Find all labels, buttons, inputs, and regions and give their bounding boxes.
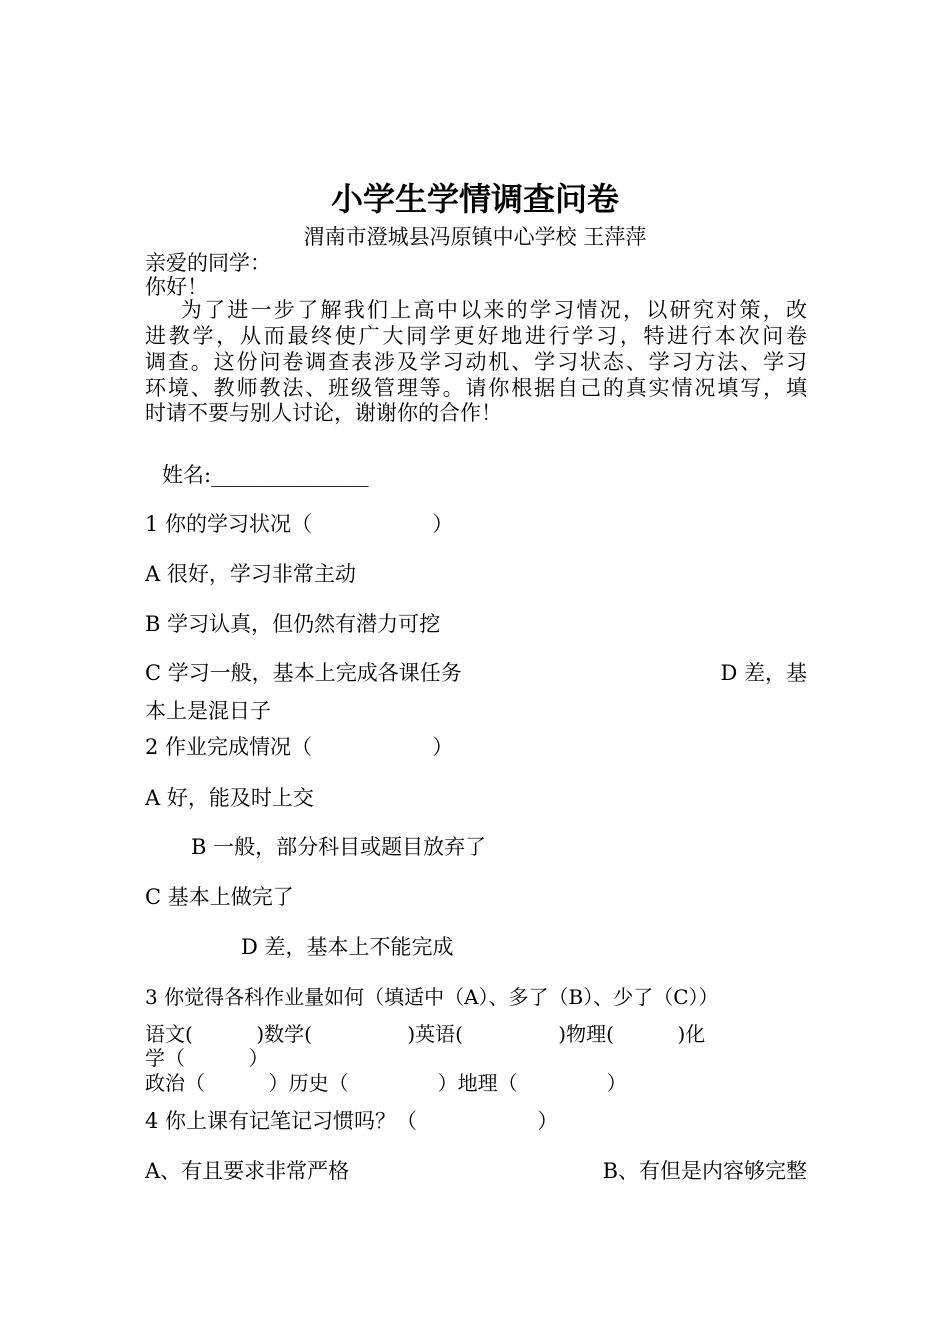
q3-subjects-line-3: 政治（ ）历史（ ）地理（ ） <box>145 1071 627 1095</box>
q1-option-a: A 很好，学习非常主动 <box>145 562 356 586</box>
q4-option-b: B、有但是内容够完整 <box>602 1159 807 1183</box>
name-label: 姓名: <box>162 463 212 487</box>
intro-line-3: 调查。这份问卷调查表涉及学习动机、学习状态、学习方法、学习 <box>145 350 807 374</box>
q1-question: 1 你的学习状况（ ） <box>145 512 454 536</box>
q1-option-row <box>145 660 807 686</box>
name-blank[interactable]: _______________ <box>211 463 369 487</box>
q4-option-a: A、有且要求非常严格 <box>145 1159 350 1183</box>
q4-question: 4 你上课有记笔记习惯吗？（ ） <box>145 1109 559 1133</box>
q2-option-c: C 基本上做完了 <box>145 885 294 909</box>
hello: 你好！ <box>145 275 208 299</box>
intro-line-4: 环境、教师教法、班级管理等。请你根据自己的真实情况填写，填 <box>145 376 807 400</box>
page-title: 小学生学情调查问卷 <box>330 180 619 218</box>
q2-option-b: B 一般，部分科目或题目放弃了 <box>191 835 487 859</box>
intro-line-2: 进教学，从而最终使广大同学更好地进行学习，特进行本次问卷 <box>145 324 807 348</box>
author-line: 渭南市澄城县冯原镇中心学校 王萍萍 <box>303 225 647 249</box>
q3-subjects-line-2: 学（ ） <box>145 1046 269 1070</box>
greeting: 亲爱的同学： <box>145 251 271 275</box>
q4-option-row <box>145 1158 807 1184</box>
intro-line-1: 为了进一步了解我们上高中以来的学习情况，以研究对策，改 <box>145 298 807 322</box>
q1-option-c: C 学习一般，基本上完成各课任务 <box>145 661 462 685</box>
q1-option-b: B 学习认真，但仍然有潜力可挖 <box>145 612 441 636</box>
q3-question: 3 你觉得各科作业量如何（填适中（A）、多了（B）、少了（C）） <box>145 985 719 1009</box>
name-field <box>162 462 824 488</box>
q2-option-a: A 好，能及时上交 <box>145 786 314 810</box>
q2-option-d: D 差，基本上不能完成 <box>241 935 454 959</box>
intro-line-5: 时请不要与别人讨论，谢谢你的合作！ <box>145 401 502 425</box>
q3-subjects-line-1: 语文( )数学( )英语( )物理( )化 <box>145 1022 706 1046</box>
q1-option-d-start: D 差，基 <box>720 661 807 685</box>
q2-question: 2 作业完成情况（ ） <box>145 735 454 759</box>
q1-option-d-end: 本上是混日子 <box>145 699 271 723</box>
